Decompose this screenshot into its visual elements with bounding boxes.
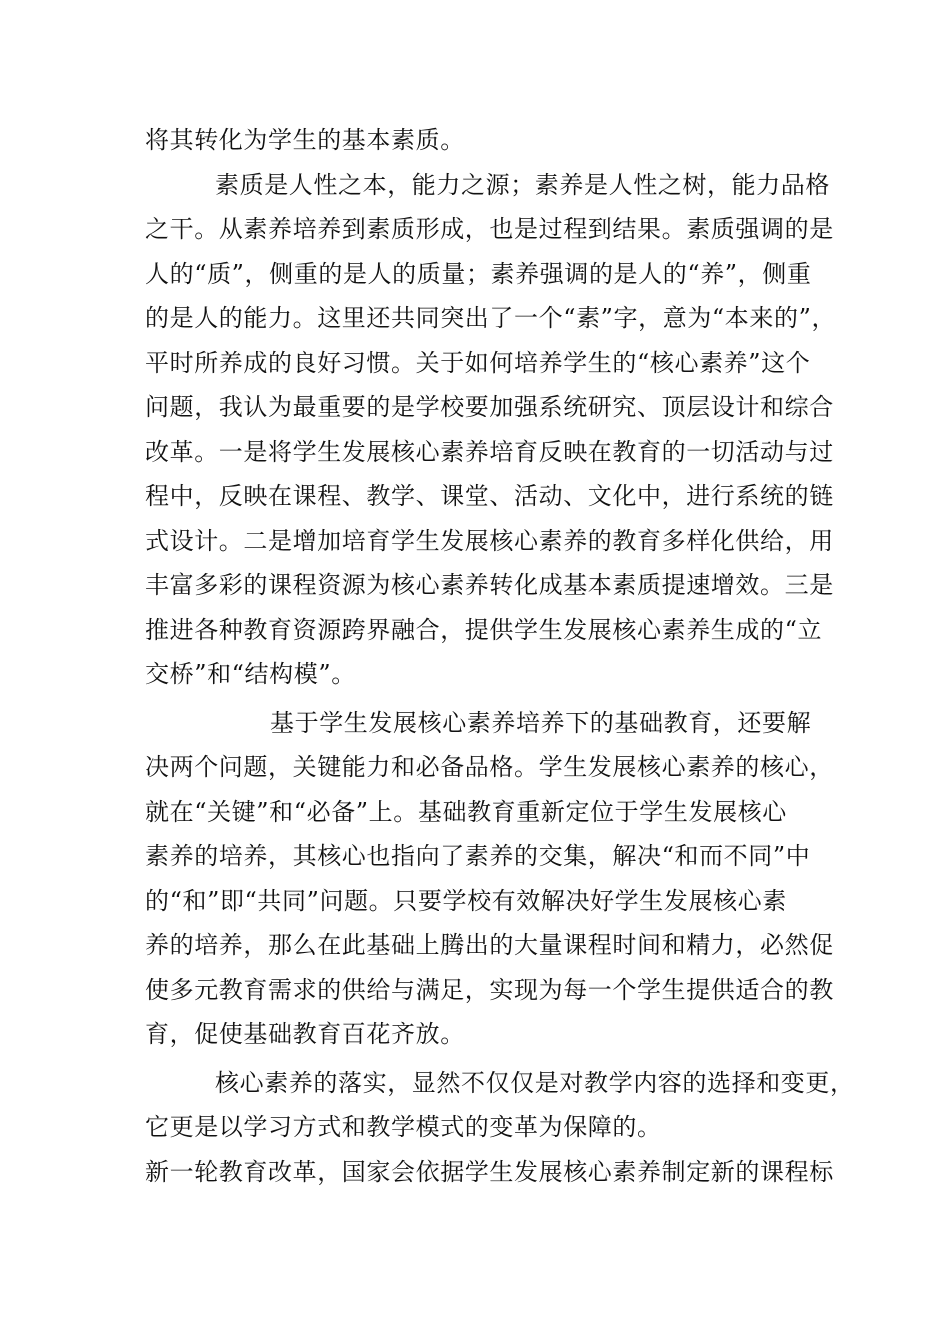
- paragraph-start-line: 基于学生发展核心素养培养下的基础教育，还要解: [270, 708, 812, 737]
- text-line: 平时所养成的良好习惯。关于如何培养学生的“核心素养”这个: [145, 348, 811, 377]
- text-line: 的是人的能力。这里还共同突出了一个“素”字，意为“本来的”，: [145, 304, 837, 332]
- text-line: 程中，反映在课程、教学、课堂、活动、文化中，进行系统的链: [145, 482, 834, 510]
- text-line: 改革。一是将学生发展核心素养培育反映在教育的一切活动与过: [145, 437, 834, 466]
- text-line: 育，促使基础教育百花齐放。: [145, 1020, 465, 1048]
- text-line: 将其转化为学生的基本素质。: [145, 126, 465, 154]
- text-line: 问题，我认为最重要的是学校要加强系统研究、顶层设计和综合: [145, 393, 834, 421]
- text-line: 它更是以学习方式和教学模式的变革为保障的。: [145, 1113, 662, 1141]
- paragraph-start-line: 素质是人性之本，能力之源；素养是人性之树，能力品格: [215, 170, 830, 199]
- text-line: 素养的培养，其核心也指向了素养的交集，解决“和而不同”中: [145, 842, 811, 870]
- text-line: 使多元教育需求的供给与满足，实现为每一个学生提供适合的教: [145, 975, 834, 1004]
- text-line: 的“和”即“共同”问题。只要学校有效解决好学生发展核心素: [145, 886, 787, 915]
- text-line: 就在“关键”和“必备”上。基础教育重新定位于学生发展核心: [145, 797, 787, 826]
- text-line: 推进各种教育资源跨界融合，提供学生发展核心素养生成的“立: [145, 615, 823, 644]
- text-line: 新一轮教育改革，国家会依据学生发展核心素养制定新的课程标: [145, 1157, 834, 1186]
- text-line: 人的“质”，侧重的是人的质量；素养强调的是人的“养”，侧重: [145, 259, 812, 288]
- text-line: 养的培养，那么在此基础上腾出的大量课程时间和精力，必然促: [145, 931, 834, 959]
- text-line: 之干。从素养培养到素质形成，也是过程到结果。素质强调的是: [145, 215, 834, 243]
- paragraph-start-line: 核心素养的落实，显然不仅仅是对教学内容的选择和变更，: [215, 1068, 855, 1097]
- document-body: [145, 118, 855, 1194]
- text-line: 丰富多彩的课程资源为核心素养转化成基本素质提速增效。三是: [145, 571, 834, 599]
- text-line: 交桥”和“结构模”。: [145, 660, 356, 688]
- text-line: 式设计。二是增加培育学生发展核心素养的教育多样化供给，用: [145, 526, 834, 555]
- text-line: 决两个问题，关键能力和必备品格。学生发展核心素养的核心，: [145, 753, 834, 781]
